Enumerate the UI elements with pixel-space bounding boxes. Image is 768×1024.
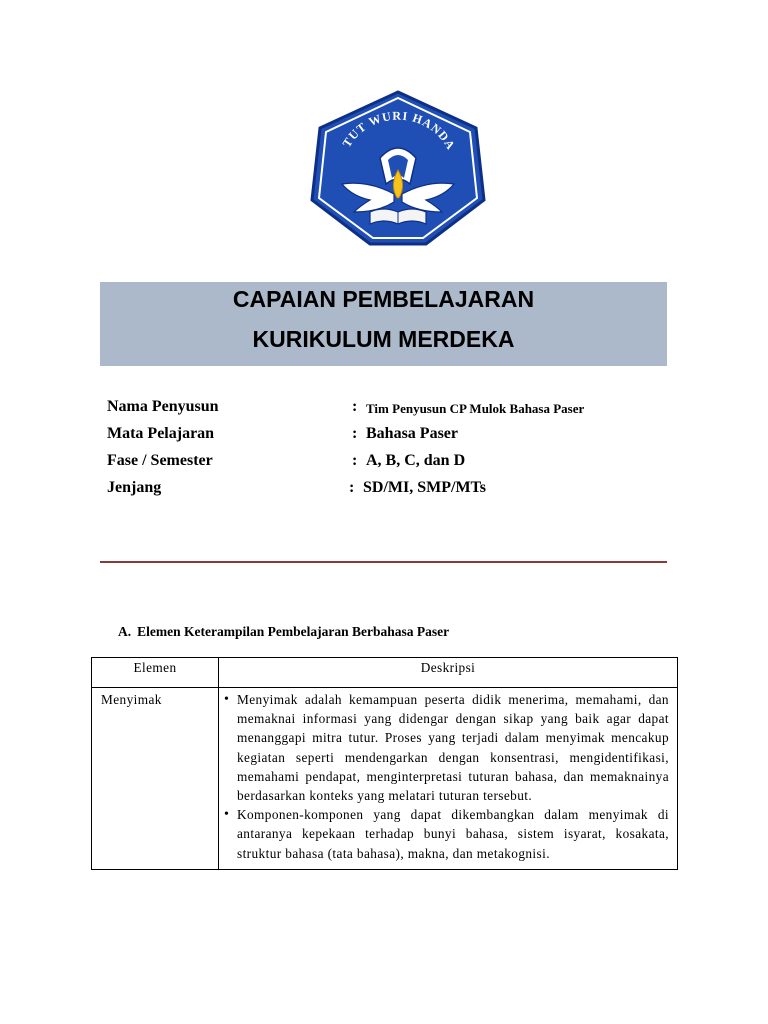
meta-colon: : xyxy=(349,479,355,496)
tut-wuri-handayani-logo xyxy=(308,88,488,252)
meta-row-mata-pelajaran xyxy=(107,425,667,452)
section-marker: A. xyxy=(118,624,132,639)
section-heading xyxy=(118,624,455,640)
meta-value: SD/MI, SMP/MTs xyxy=(363,479,486,496)
meta-colon: : xyxy=(352,398,358,415)
list-item: • Komponen-komponen yang dapat dikembangkan dalam menyimak di antaranya kepekaan terhadap bunyi bahasa, sistem isyarat, kosakata, struktur bahasa (tata bahasa), makna, dan metakognisi. xyxy=(223,805,669,863)
section-title: Elemen Keterampilan Pembelajaran Berbahasa Paser xyxy=(137,624,450,639)
logo-motto: TUT WURI HANDA xyxy=(339,108,458,152)
table-row xyxy=(92,688,678,870)
document-title-line-2: KURIKULUM MERDEKA xyxy=(252,326,515,352)
meta-row-penyusun xyxy=(107,398,667,425)
section-divider xyxy=(100,561,667,563)
elemen-table xyxy=(91,657,678,870)
meta-label: Jenjang xyxy=(107,479,162,496)
document-title-line-1: CAPAIAN PEMBELAJARAN xyxy=(232,286,535,312)
list-item: • Menyimak adalah kemampuan peserta didik menerima, memahami, dan memaknai informasi yang didengar dengan sikap yang baik agar dapat menanggapi mitra tutur. Proses yang terjadi dalam menyimak mencakup kegiatan seperti mendengarkan dengan konsentrasi, mengidentifikasi, memahami pendapat, menginterpretasi tuturan bahasa, dan memaknainya berdasarkan konteks yang melatari tuturan tersebut. xyxy=(223,690,669,805)
meta-label: Fase / Semester xyxy=(107,452,213,469)
table-header-row xyxy=(92,658,678,688)
meta-value: Tim Penyusun CP Mulok Bahasa Paser xyxy=(366,401,585,416)
meta-colon: : xyxy=(352,452,358,469)
elemen-cell: Menyimak xyxy=(92,688,219,870)
meta-row-fase-semester xyxy=(107,452,667,479)
meta-label: Mata Pelajaran xyxy=(107,425,215,442)
document-title-band xyxy=(100,282,667,366)
meta-value: A, B, C, dan D xyxy=(366,452,466,469)
deskripsi-list xyxy=(223,690,669,863)
meta-colon: : xyxy=(352,425,358,442)
column-header-deskripsi: Deskripsi xyxy=(219,658,678,688)
meta-label: Nama Penyusun xyxy=(107,398,219,415)
column-header-elemen: Elemen xyxy=(92,658,219,688)
meta-row-jenjang xyxy=(107,479,667,506)
deskripsi-cell xyxy=(219,688,678,870)
meta-value: Bahasa Paser xyxy=(366,425,458,442)
document-metadata xyxy=(107,398,667,506)
